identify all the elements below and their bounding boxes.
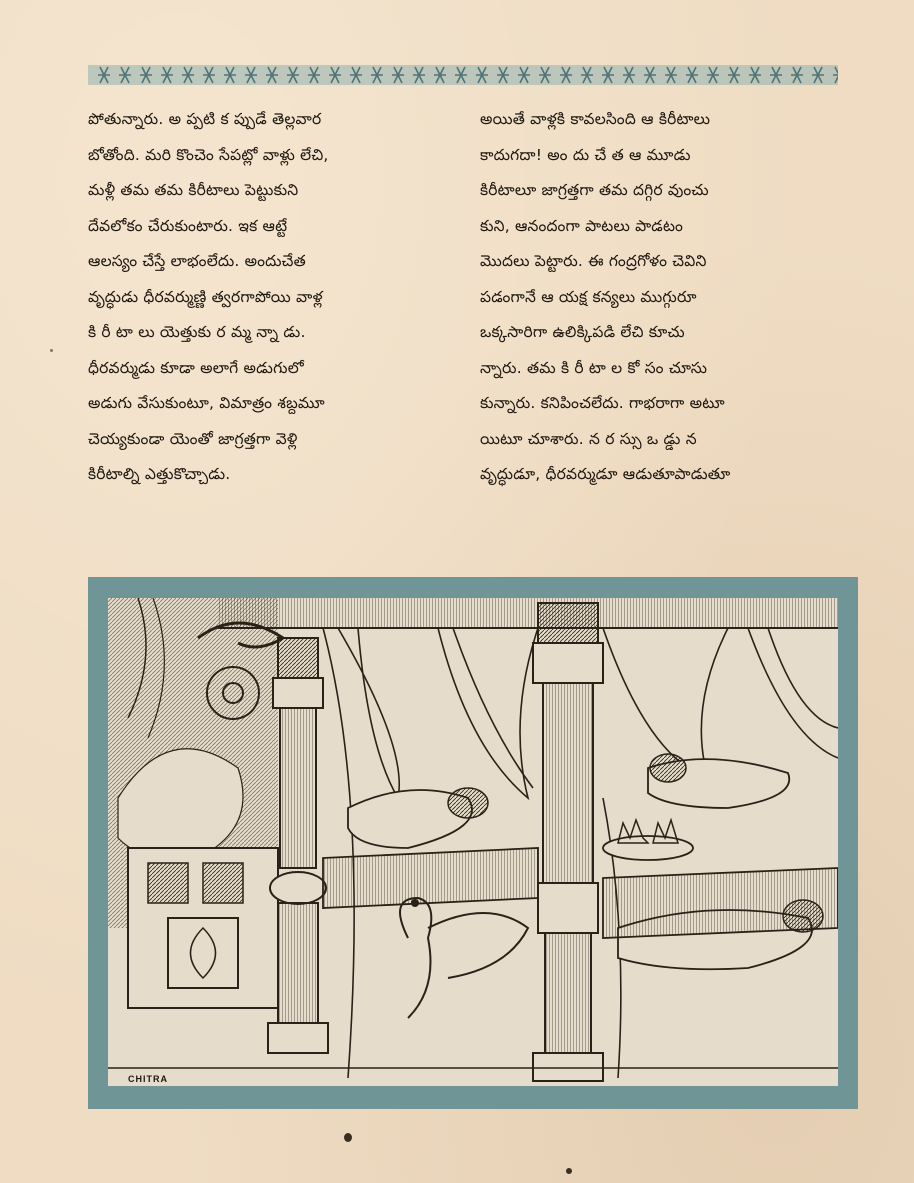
sleeping-figure-right: [648, 754, 789, 808]
text-line: అడుగు వేసుకుంటూ, విమాత్రం శబ్దమూ: [88, 394, 325, 412]
text-line: వృద్ధుడూ, ధీరవర్ముడూ ఆడుతూపాడుతూ: [480, 465, 731, 483]
text-line: ఒక్కసారిగా ఉలిక్కిపడి లేచి కూచు: [480, 323, 685, 341]
bedchamber-drawing: [108, 598, 838, 1086]
decorative-border-band: [88, 63, 838, 87]
text-line: దేవలోకం చేరుకుంటారు. ఇక ఆట్టే: [88, 216, 288, 235]
canopy-top: [218, 598, 838, 628]
text-line: కుని, ఆనందంగా పాటలు పాడటం: [480, 216, 684, 235]
text-line: కి రీ టా లు యెత్తుకు ర మ్మ న్నా డు.: [88, 323, 306, 341]
paper-speck: [566, 1168, 572, 1174]
text-line: ఆలస్యం చేస్తే లాభంలేదు. అందుచేత: [88, 252, 306, 270]
bed-platform: [603, 868, 838, 938]
sleeping-figure-left: [348, 788, 488, 848]
left-text-column: [88, 102, 458, 493]
text-line: కిరీటాల్ని ఎత్తుకొచ్చాడు.: [88, 465, 231, 483]
artist-signature: CHITRA: [128, 1074, 168, 1084]
illustration: [108, 598, 838, 1086]
paper-speck: [50, 349, 53, 352]
paper-speck: [344, 1133, 352, 1142]
text-line: న్నారు. తమ కి రీ టా ల కో సం చూసు: [480, 358, 708, 377]
crowns-on-table: [603, 820, 693, 860]
text-line: పోతున్నారు. అ ప్పటి క ప్పుడే తెల్లవార: [88, 110, 322, 128]
swan-ornament: [400, 898, 528, 1018]
text-line: మొదలు పెట్టారు. ఈ గంద్రగోళం చెవిని: [480, 252, 707, 270]
text-line: పడంగానే ఆ యక్ష కన్యలు ముగ్గురూ: [480, 287, 697, 306]
text-line: కున్నారు. కనిపించలేదు. గాభరాగా అటూ: [480, 394, 725, 412]
text-line: యిటూ చూశారు. న ర స్సు ఒ డ్డు న: [480, 429, 697, 448]
text-line: కిరీటాలూ జాగ్రత్తగా తమ దగ్గిర వుంచు: [480, 181, 709, 199]
bed-platform: [323, 848, 538, 908]
text-line: బోతోంది. మరి కొంచెం సేపట్లో వాళ్లు లేచి,: [88, 145, 329, 164]
left-railing: [128, 848, 278, 1008]
text-line: చెయ్యకుండా యెంతో జాగ్రత్తగా వెళ్లి: [88, 429, 298, 448]
text-line: ధీరవర్ముడు కూడా అలాగే అడుగులో: [88, 358, 304, 377]
text-line: వృద్ధుడు ధీరవర్ముణ్ణి త్వరగాపోయి వాళ్ల: [88, 287, 323, 306]
right-text-column: [480, 102, 850, 493]
text-line: కాదుగదా! అం దు చే త ఆ మూడు: [480, 145, 691, 164]
text-line: అయితే వాళ్లకి కావలసింది ఆ కిరీటాలు: [480, 110, 711, 128]
text-line: మళ్లీ తమ తమ కిరీటాలు పెట్టుకుని: [88, 181, 299, 199]
center-bed-pillar: [533, 603, 603, 1081]
